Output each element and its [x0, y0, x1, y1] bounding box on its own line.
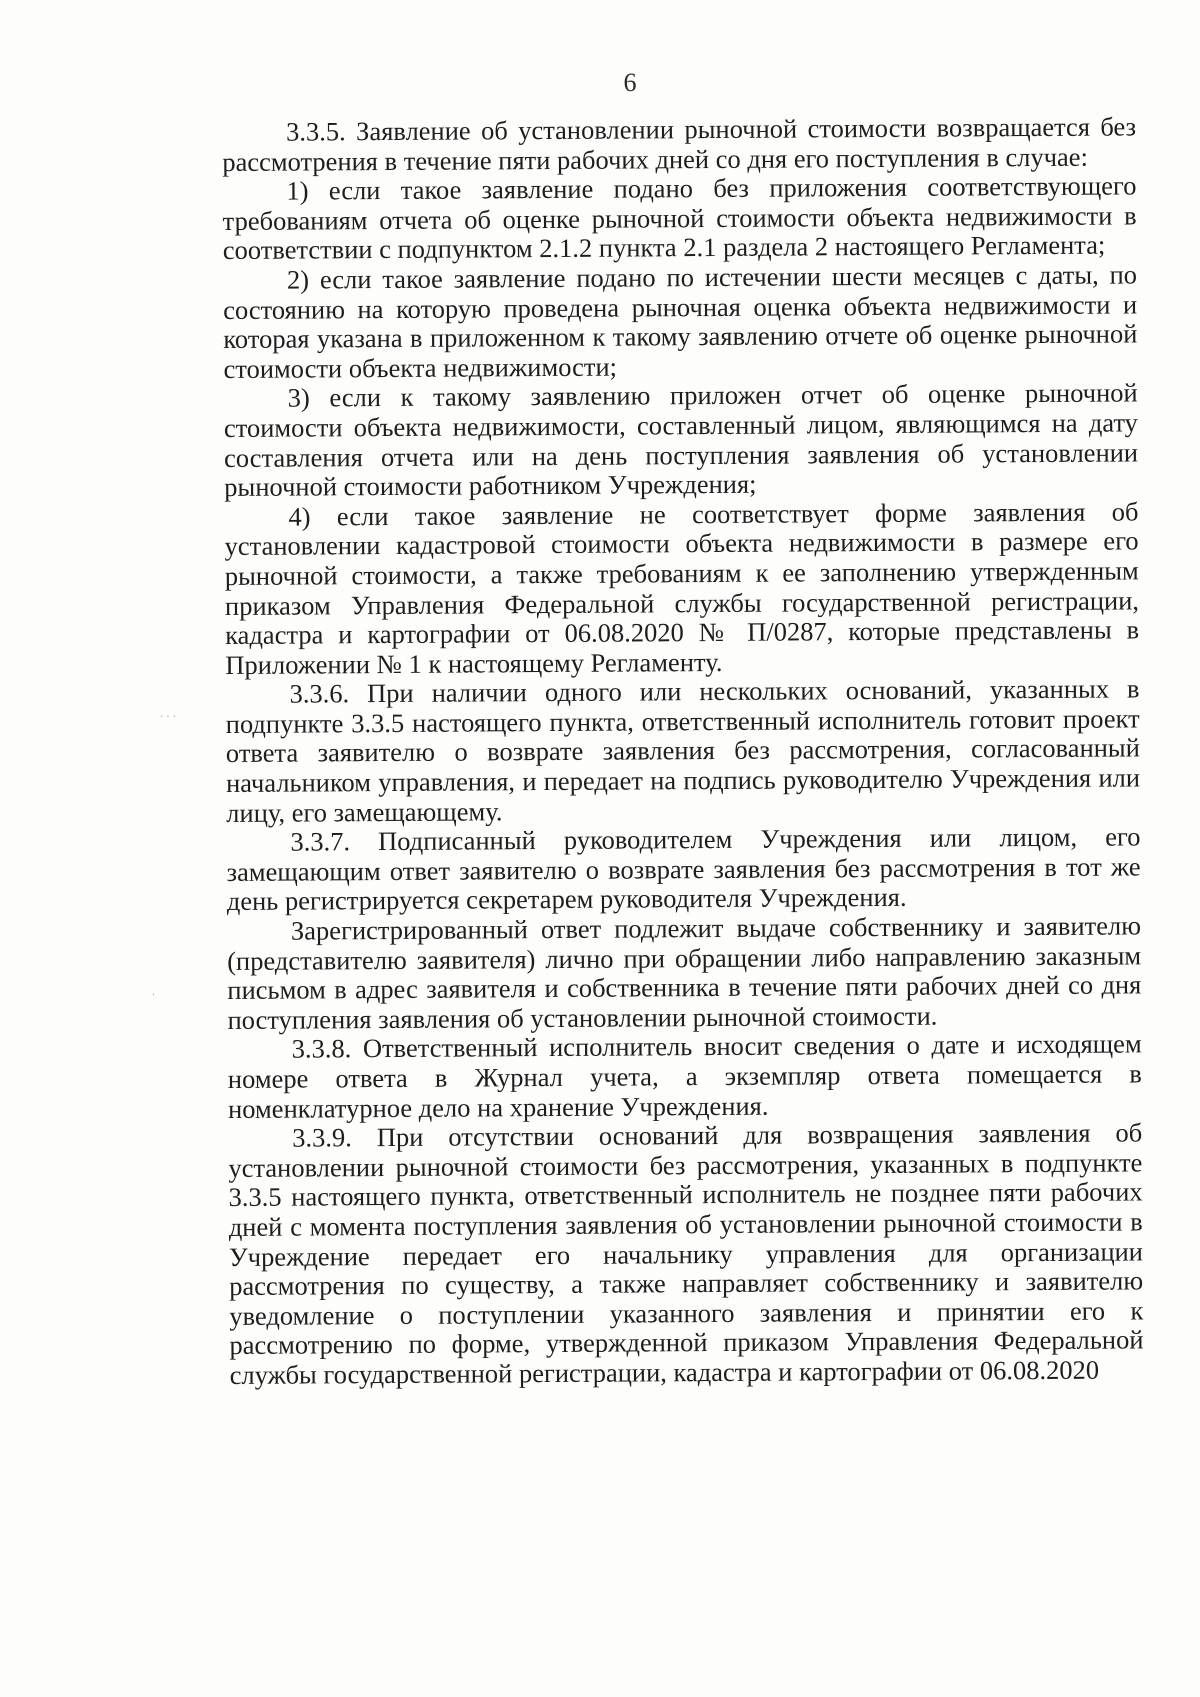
list-item-2: 2) если такое заявление подано по истечении шести месяцев с даты, по состоянию на которую проведена рыночная оценка объекта недвижимости и которая указана в приложенном к такому заявлению отчете об оценке рыночной стоимости объекта недвижимости;: [223, 259, 1138, 384]
page-number: 6: [623, 68, 637, 97]
document-body: [222, 112, 1144, 1390]
scan-speck: · · ·: [160, 712, 176, 723]
paragraph-3-3-6: 3.3.6. При наличии одного или нескольких оснований, указанных в подпункте 3.3.5 настоящего пункта, ответственный исполнитель готовит проект ответа заявителю о возврате заявления без рассмотрения, согласованный начальником управления, и передает на подпись руководителю Учреждения или лицу, его замещающему.: [225, 673, 1141, 828]
list-item-1: 1) если такое заявление подано без приложения соответствующего требованиям отчета об оценке рыночной стоимости объекта недвижимости в соответствии с подпунктом 2.1.2 пункта 2.1 раздела 2 настоящего Регламента;: [222, 170, 1137, 266]
paragraph-3-3-9: 3.3.9. При отсутствии оснований для возвращения заявления об установлении рыночной стоимости без рассмотрения, указанных в подпункте 3.3.5 настоящего пункта, ответственный исполнитель не позднее пяти рабочих дней с момента поступления заявления об установлении рыночной стоимости в Учреждение передает его начальнику управления для организации рассмотрения по существу, а также направляет собственнику и заявителю уведомление о поступлении указанного заявления и принятии его к рассмотрению по форме, утвержденной приказом Управления Федеральной службы государственной регистрации, кадастра и картографии от 06.08.2020: [228, 1117, 1144, 1390]
paragraph-registered-response: Зарегистрированный ответ подлежит выдаче собственнику и заявителю (представителю заявителя) лично при обращении либо направлению заказным письмом в адрес заявителя и собственника в течение пяти рабочих дней со дня поступления заявления об установлении рыночной стоимости.: [227, 910, 1142, 1035]
paragraph-3-3-5: 3.3.5. Заявление об установлении рыночной стоимости возвращается без рассмотрения в течение пяти рабочих дней со дня его поступления в случае:: [222, 111, 1137, 177]
scan-speck: ·: [152, 990, 156, 1001]
list-item-4: 4) если такое заявление не соответствует форме заявления об установлении кадастровой стоимости объекта недвижимости в размере его рыночной стоимости, а также требованиям к ее заполнению утвержденным приказом Управления Федеральной службы государственной регистрации, кадастра и картографии от 06.08.2020 № П/0287, которые представлены в Приложении № 1 к настоящему Регламенту.: [224, 496, 1140, 680]
paragraph-3-3-8: 3.3.8. Ответственный исполнитель вносит сведения о дате и исходящем номере ответа в Журнал учета, а экземпляр ответа помещается в номенклатурное дело на хранение Учреждения.: [227, 1028, 1142, 1124]
list-item-3: 3) если к такому заявлению приложен отчет об оценке рыночной стоимости объекта недвижимости, составленный лицом, являющимся на дату составления отчета или на день поступления заявления об установлении рыночной стоимости работником Учреждения;: [223, 377, 1139, 503]
paragraph-3-3-7: 3.3.7. Подписанный руководителем Учреждения или лицом, его замещающим ответ заявителю о возврате заявления без рассмотрения в тот же день регистрируется секретарем руководителя Учреждения.: [226, 821, 1141, 917]
